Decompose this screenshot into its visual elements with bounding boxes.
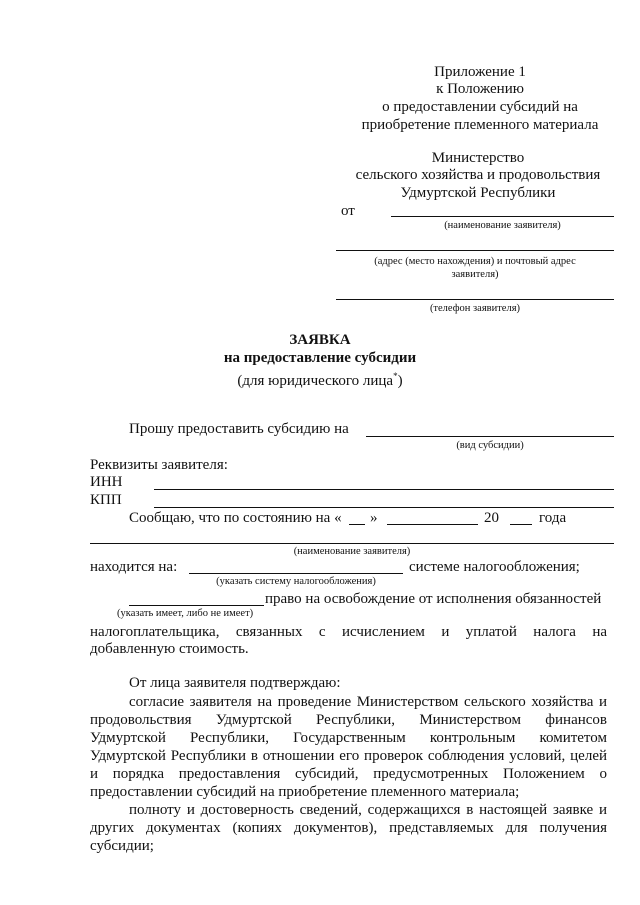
consent-line-3: Удмуртской Республики, Государственным контрольным комитетом [90,730,607,746]
inn-label: ИНН [90,474,123,490]
tax-system-text: системе налогообложения; [409,559,580,575]
located-on-text: находится на: [90,559,178,575]
month-line [387,524,478,525]
year-line [510,524,532,525]
appendix-line-4: приобретение племенного материала [361,117,599,133]
year-word: года [539,510,567,526]
full-line-3: субсидии; [90,838,154,854]
has-or-not-hint: (указать имеет, либо не имеет) [117,608,254,619]
tax-system-line [189,573,403,574]
subsidy-type-hint: (вид субсидии) [456,440,524,451]
kpp-label: КПП [90,492,122,508]
vat-text: добавленную стоимость. [90,641,249,657]
consent-line-5: и порядка предоставления субсидий, предусмотренных Положением о [90,766,607,782]
tax-system-hint: (указать систему налогообложения) [216,576,376,587]
year-prefix: 20 [484,510,499,526]
recipient-line-1: Министерство [431,150,525,166]
phone-hint: (телефон заявителя) [429,303,521,314]
full-line-1: полноту и достоверность сведений, содержащихся в настоящей заявке и [129,802,607,818]
footnote-marker: * [393,371,398,381]
title-note-close: ) [397,373,403,389]
consent-line-4: Удмуртской Республики в отношении его проверок соблюдения условий, целей [90,748,607,764]
title-sub: на предоставление субсидии [223,350,417,366]
kpp-line [154,507,614,508]
quote-close: » [370,510,378,526]
title-main: ЗАЯВКА [289,332,351,348]
right-text: право на освобождение от исполнения обязанностей [265,591,602,607]
consent-line-1: согласие заявителя на проведение Министерством сельского хозяйства и [129,694,607,710]
has-or-not-line [129,605,264,606]
taxpayer-text: налогоплательщика, связанных с исчислением и уплатой налога на [90,624,607,640]
inn-line [154,489,614,490]
title-note [180,368,460,390]
appendix-line-1: Приложение 1 [434,64,526,80]
address-line [336,250,614,251]
inform-text: Сообщаю, что по состоянию на « [129,510,342,526]
confirm-text: От лица заявителя подтверждаю: [129,675,341,691]
subsidy-type-line [366,436,614,437]
address-hint-2: заявителя) [451,269,499,280]
applicant-name-line [391,216,614,217]
title-note-text: (для юридического лица [237,373,394,389]
applicant-name-line-2 [90,543,614,544]
from-label: от [341,203,355,219]
applicant-name-hint: (наименование заявителя) [444,220,561,231]
day-line [349,524,365,525]
applicant-name-hint-2: (наименование заявителя) [293,546,411,557]
full-line-2: других документах (копиях документов), представляемых для получения [90,820,607,836]
appendix-line-3: о предоставлении субсидий на [382,99,578,115]
consent-line-2: продовольствия Удмуртской Республики, Министерством финансов [90,712,607,728]
requisites-label: Реквизиты заявителя: [90,457,228,473]
recipient-line-3: Удмуртской Республики [400,185,556,201]
request-text: Прошу предоставить субсидию на [129,421,349,437]
consent-line-6: предоставлении субсидий на приобретение племенного материала; [90,784,520,800]
recipient-line-2: сельского хозяйства и продовольствия [355,167,601,183]
appendix-line-2: к Положению [436,81,524,97]
address-hint-1: (адрес (место нахождения) и почтовый адрес [374,256,576,267]
phone-line [336,299,614,300]
